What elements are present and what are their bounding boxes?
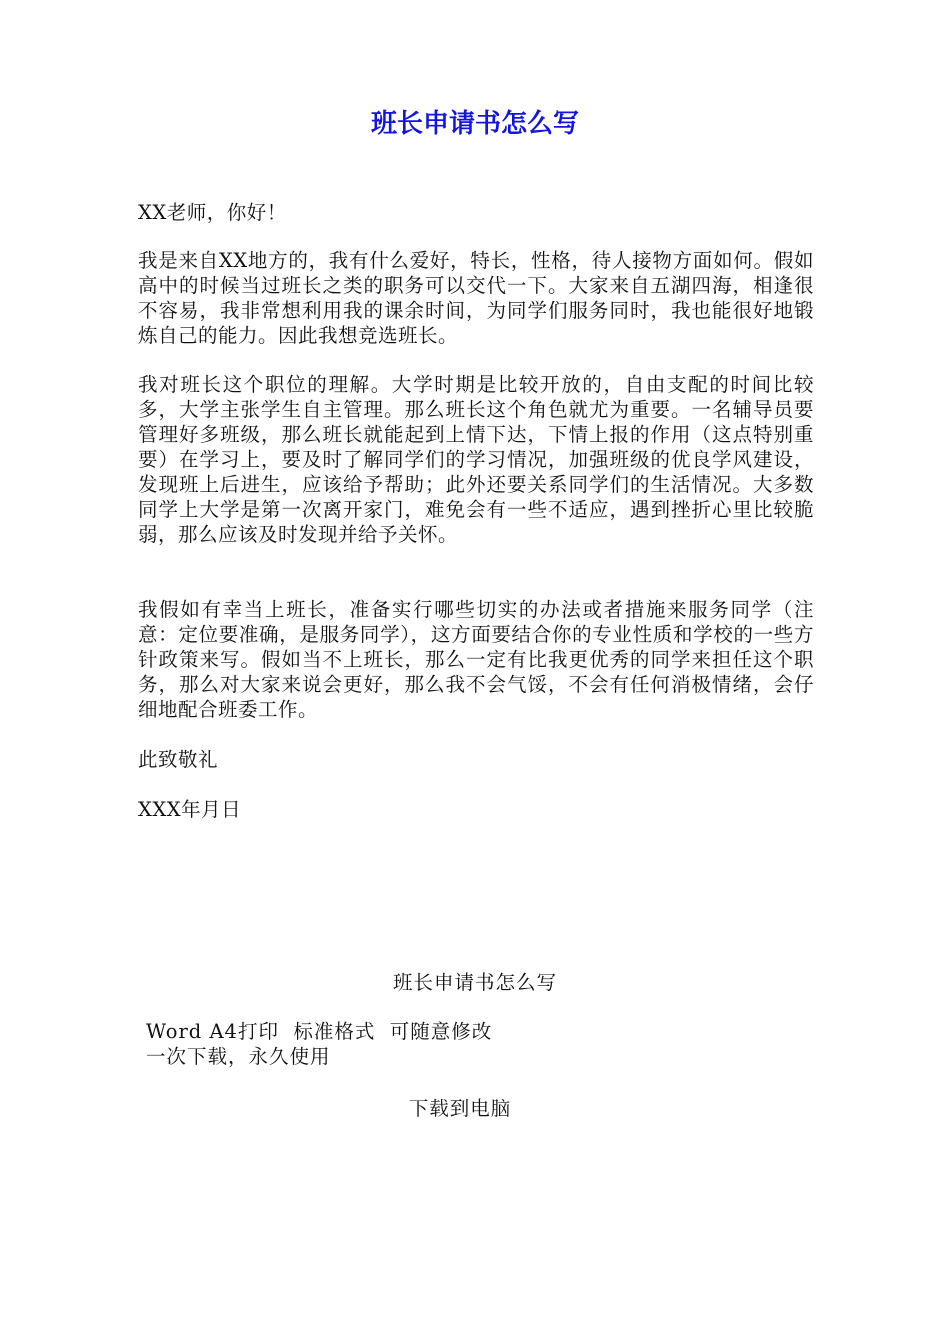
paragraph-intro: 我是来自XX地方的，我有什么爱好，特长，性格，待人接物方面如何。假如高中的时候当过班长之类的职务可以交代一下。大家来自五湖四海，相逢很不容易，我非常想利用我的课余时间，为同学们服务同时，我也能很好地锻炼自己的能力。因此我想竞选班长。: [138, 249, 814, 347]
document-title: 班长申请书怎么写: [370, 109, 579, 139]
paragraph-understanding: 我对班长这个职位的理解。大学时期是比较开放的，自由支配的时间比较多，大学主张学生自主管理。那么班长这个角色就尤为重要。一名辅导员要管理好多班级，那么班长就能起到上情下达，下情上报的作用（这点特别重要）在学习上，要及时了解同学们的学习情况，加强班级的优良学风建设，发现班上后进生，应该给予帮助；此外还要关系同学们的生活情况。大多数同学上大学是第一次离开家门，难免会有一些不适应，遇到挫折心里比较脆弱，那么应该及时发现并给予关怀。: [138, 373, 814, 546]
signature-date: XXX年月日: [138, 798, 242, 821]
footer-usage-info: 一次下载，永久使用: [146, 1045, 331, 1068]
footer-format-info: Word A4打印 标准格式 可随意修改: [146, 1020, 493, 1043]
download-to-computer-link[interactable]: 下载到电脑: [408, 1097, 512, 1120]
greeting: XX老师，你好！: [138, 201, 287, 224]
paragraph-plan: 我假如有幸当上班长，准备实行哪些切实的办法或者措施来服务同学（注意：定位要准确，是服务同学），这方面要结合你的专业性质和学校的一些方针政策来写。假如当不上班长，那么一定有比我更优秀的同学来担任这个职务，那么对大家来说会更好，那么我不会气馁，不会有任何消极情绪，会仔细地配合班委工作。: [138, 598, 814, 721]
footer-title: 班长申请书怎么写: [392, 971, 557, 994]
closing: 此致敬礼: [138, 748, 219, 771]
